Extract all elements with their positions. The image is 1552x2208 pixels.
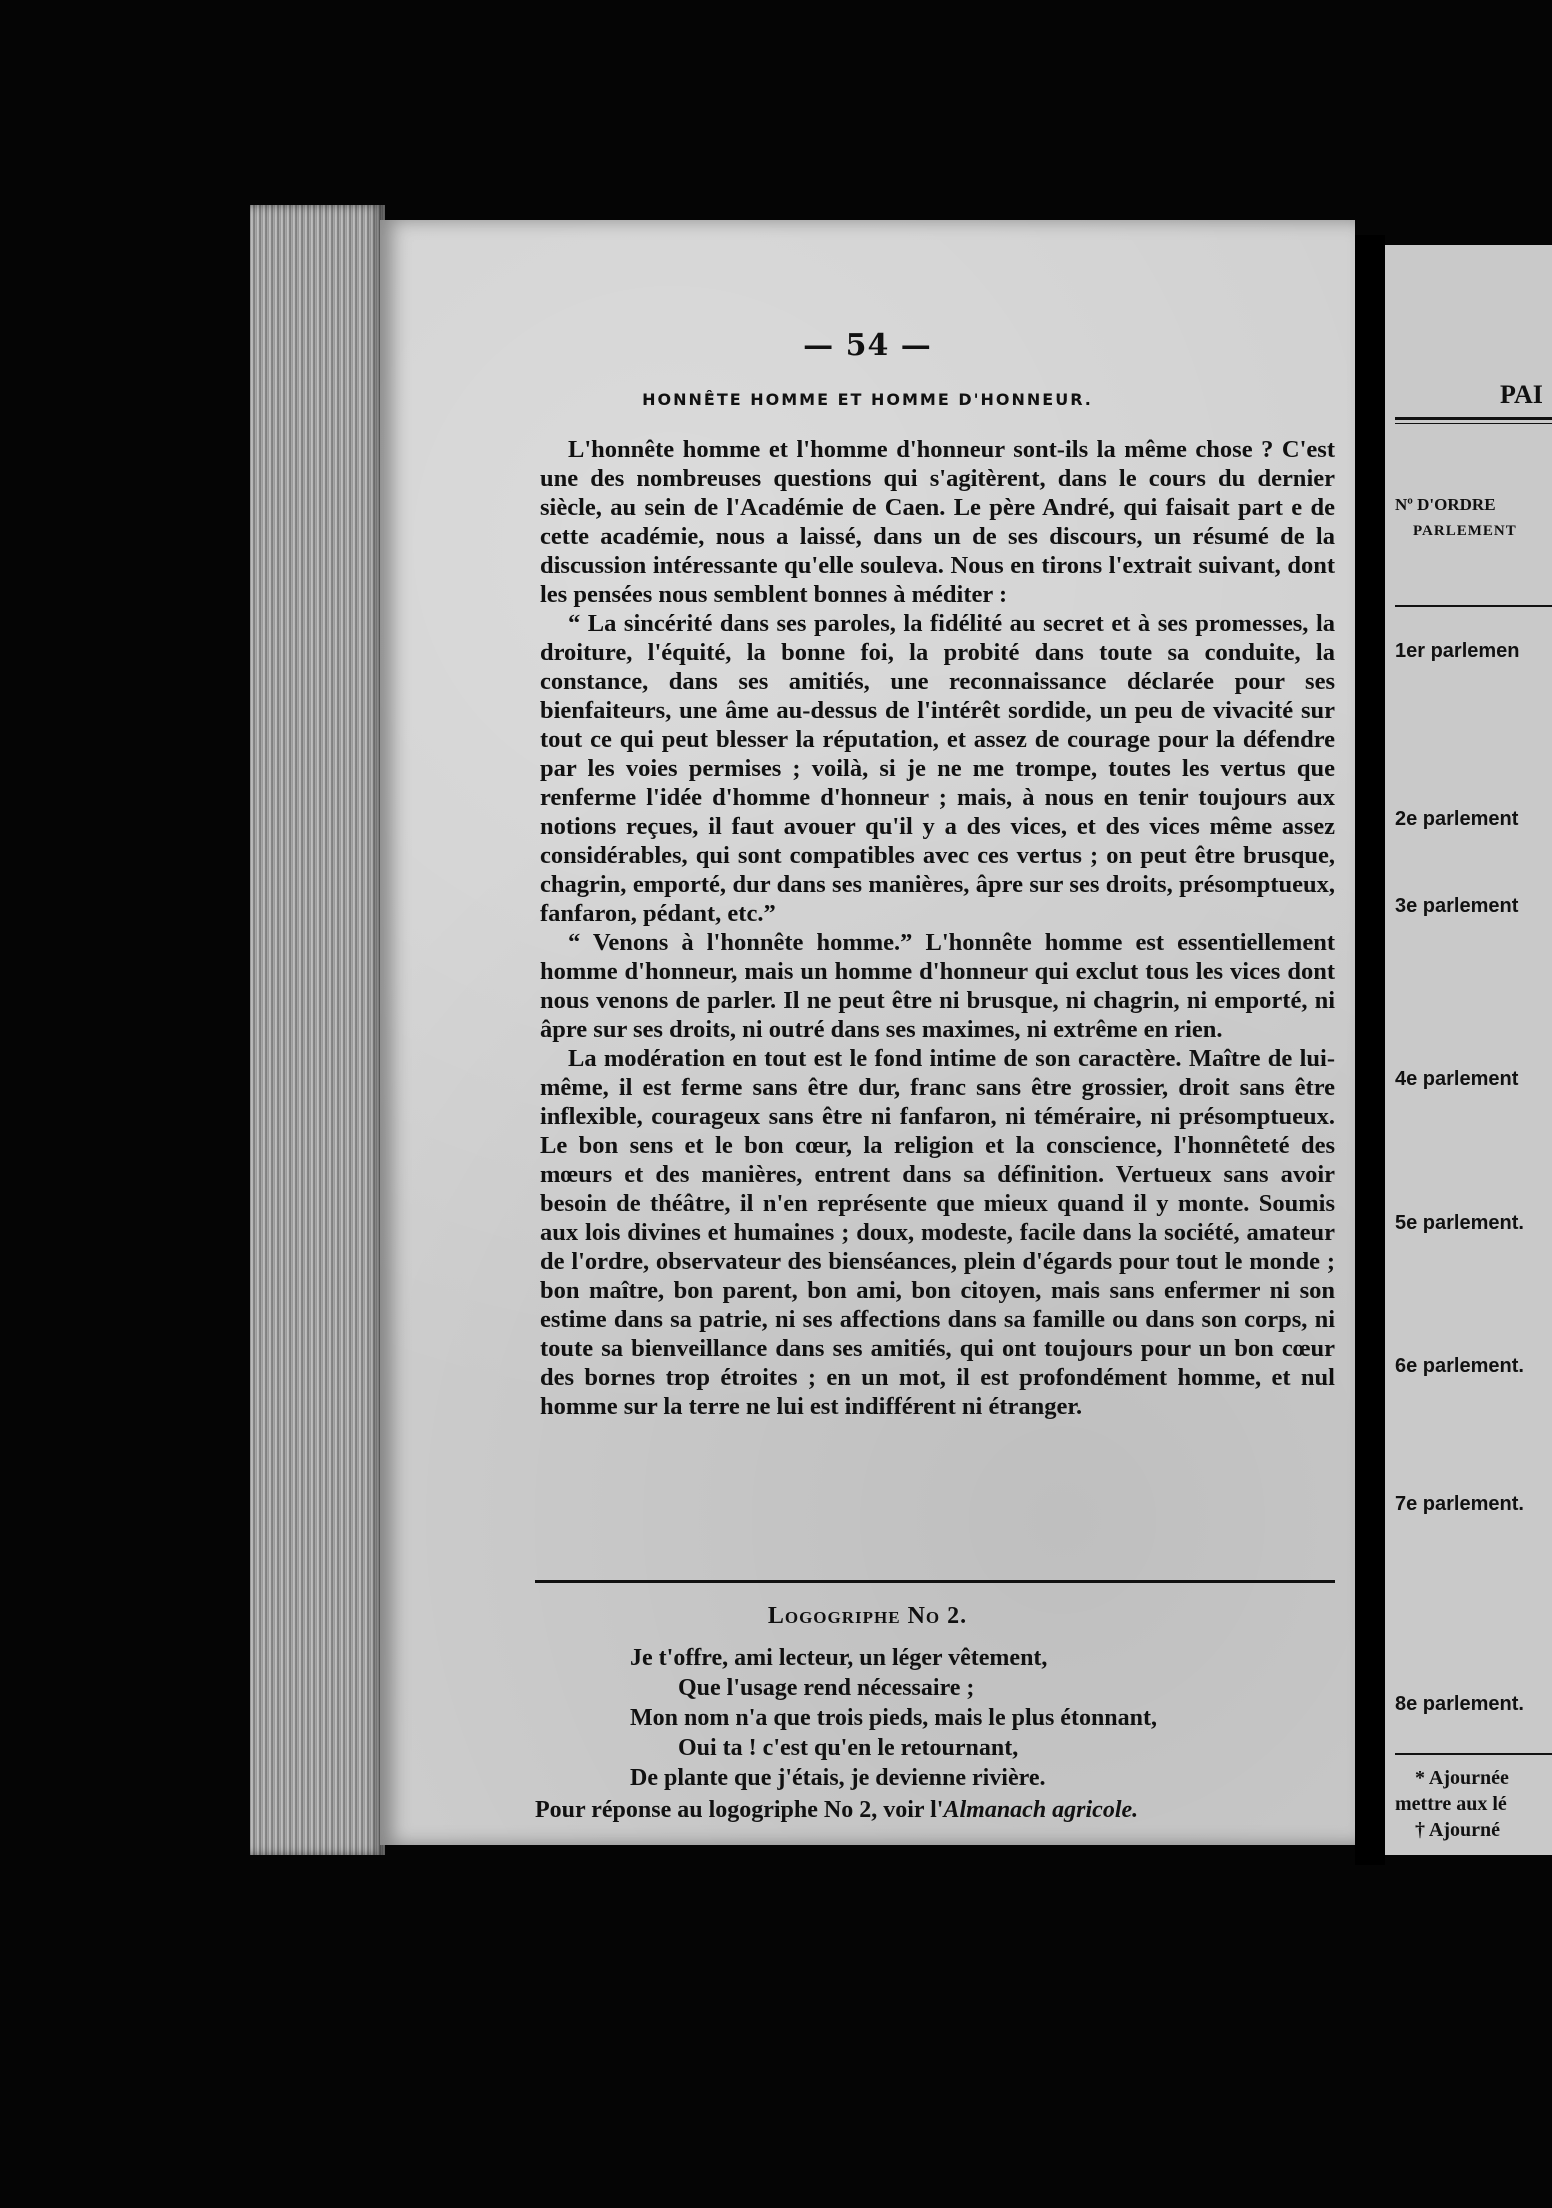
footnote: * Ajournée — [1415, 1767, 1509, 1789]
answer-text: Pour réponse au logogriphe No 2, voir l' — [535, 1797, 944, 1823]
table-row: 1er parlemen — [1395, 640, 1520, 662]
column-header-parlement: PARLEMENT — [1413, 523, 1517, 539]
poem-line: Je t'offre, ami lecteur, un léger vêtement, — [630, 1645, 1048, 1671]
left-page — [380, 220, 1355, 1845]
poem-line: Que l'usage rend nécessaire ; — [678, 1675, 975, 1701]
book-gutter — [1355, 235, 1385, 1865]
answer-reference: Almanach agricole. — [943, 1797, 1139, 1823]
table-row: 4e parlement — [1395, 1068, 1519, 1090]
logogriphe-poem — [630, 1643, 1157, 1793]
logogriphe-title: Logogriphe No 2. — [767, 1603, 968, 1629]
table-row: 3e parlement — [1395, 895, 1519, 917]
logogriphe-answer — [535, 1797, 1138, 1824]
article-body — [540, 435, 1335, 1421]
poem-line: Mon nom n'a que trois pieds, mais le plus étonnant, — [630, 1705, 1157, 1731]
footnote: † Ajourné — [1415, 1819, 1500, 1841]
article-title: HONNÊTE HOMME ET HOMME D'HONNEUR. — [642, 390, 1093, 409]
column-header-order: Nº D'ORDRE — [1395, 495, 1496, 514]
table-row: 8e parlement. — [1395, 1693, 1524, 1715]
table-row: 2e parlement — [1395, 808, 1519, 830]
page-number: — 54 — — [803, 328, 932, 363]
article-paragraph: L'honnête homme et l'homme d'honneur sont-ils la même chose ? C'est une des nombreuses questions qui s'agitèrent, dans le cours du dernier siècle, au sein de l'Académie de Caen. Le père André, qui faisait part e de cette académie, nous a laissé, dans un de ses discours, un résumé de la discussion intéressante qu'elle souleva. Nous en tirons l'extrait suivant, dont les pensées nous semblent bonnes à méditer : — [540, 436, 1335, 608]
header-rule-thin — [1395, 423, 1552, 424]
book-page-edges — [250, 205, 385, 1855]
footnote-rule — [1395, 1753, 1552, 1755]
poem-line: De plante que j'étais, je devienne rivière. — [630, 1765, 1046, 1791]
table-rule — [1395, 605, 1552, 607]
article-paragraph: La modération en tout est le fond intime de son caractère. Maître de lui-même, il est ferme sans être dur, franc sans être grossier, droit sans être inflexible, courageux sans être ni fanfaron, ni téméraire, ni présomptueux. Le bon sens et le bon cœur, la religion et la conscience, l'honnêteté des mœurs et des manières, entrent dans sa définition. Vertueux sans avoir besoin de théâtre, il n'en représente que mieux quand il y monte. Soumis aux lois divines et humaines ; doux, modeste, facile dans la société, amateur de l'ordre, observateur des bienséances, plein d'égards pour tout le monde ; bon maître, bon parent, bon ami, bon citoyen, mais sans enfermer ni son estime dans sa patrie, ni ses affections dans sa famille ou dans son corps, ni toute sa bienveillance dans ses amitiés, qui ont toujours pour un bon cœur des bornes trop étroites ; en un mot, il est profondément homme, et nul homme sur la terre ne lui est indifférent ni étranger. — [540, 1045, 1335, 1420]
right-page-title: PAI — [1500, 380, 1543, 409]
table-row: 5e parlement. — [1395, 1212, 1524, 1234]
poem-line: Oui ta ! c'est qu'en le retournant, — [678, 1735, 1019, 1761]
table-row: 7e parlement. — [1395, 1493, 1524, 1515]
footnote: mettre aux lé — [1395, 1793, 1507, 1815]
header-rule — [1395, 417, 1552, 420]
article-paragraph: “ Venons à l'honnête homme.” L'honnête homme est essentiellement homme d'honneur, mais un homme d'honneur qui exclut tous les vices dont nous venons de parler. Il ne peut être ni brusque, ni chagrin, ni emporté, ni âpre sur ses droits, ni outré dans ses maximes, ni extrême en rien. — [540, 929, 1335, 1043]
right-page — [1385, 245, 1552, 1855]
table-row: 6e parlement. — [1395, 1355, 1524, 1377]
section-divider — [535, 1580, 1335, 1583]
article-paragraph: “ La sincérité dans ses paroles, la fidélité au secret et à ses promesses, la droiture, l'équité, la bonne foi, la probité dans toute sa conduite, la constance, dans ses amitiés, une reconnaissance déclarée pour ses bienfaiteurs, une âme au-dessus de l'intérêt sordide, un peu de vivacité sur tout ce qui peut blesser la réputation, et assez de courage pour la défendre par les voies permises ; voilà, si je ne me trompe, toutes les vertus que renferme l'idée d'homme d'honneur ; mais, à nous en tenir toujours aux notions reçues, il faut avouer qu'il y a des vices, et des vices même assez considérables, qui sont compatibles avec ces vertus ; on peut être brusque, chagrin, emporté, dur dans ses manières, âpre sur ses droits, présomptueux, fanfaron, pédant, etc.” — [540, 610, 1335, 927]
